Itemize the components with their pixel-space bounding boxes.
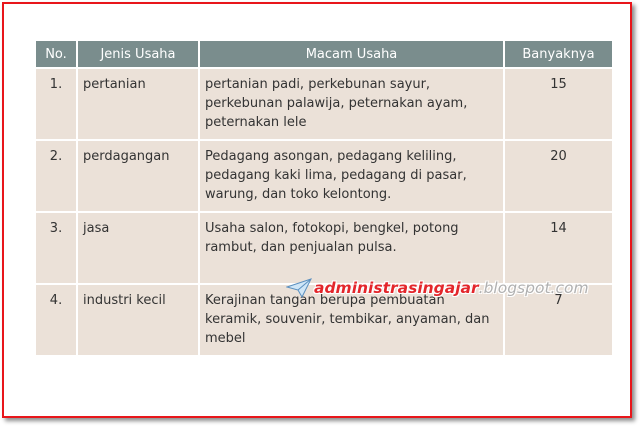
cell-jenis: pertanian [78,69,198,139]
table-row [36,141,612,211]
watermark-name: administrasingajar [314,279,479,297]
watermark [286,278,589,298]
header-no: No. [36,41,76,67]
cell-macam: Kerajinan tangan berupa pembuatan keramik, souvenir, tembikar, anyaman, dan mebel [200,285,503,355]
business-table [34,39,614,357]
table-row [36,69,612,139]
cell-jenis: industri kecil [78,285,198,355]
cell-banyak: 14 [505,213,612,283]
cell-macam: Pedagang asongan, pedagang keliling, pedagang kaki lima, pedagang di pasar, warung, dan toko kelontong. [200,141,503,211]
cell-no: 1. [36,69,76,139]
watermark-suffix: .blogspot.com [478,279,589,297]
image-frame [2,2,632,418]
cell-no: 3. [36,213,76,283]
cell-banyak: 15 [505,69,612,139]
cell-no: 2. [36,141,76,211]
cell-no: 4. [36,285,76,355]
header-banyaknya: Banyaknya [505,41,612,67]
cell-banyak: 20 [505,141,612,211]
table-row [36,213,612,283]
cell-macam: pertanian padi, perkebunan sayur, perkebunan palawija, peternakan ayam, peternakan lele [200,69,503,139]
paper-plane-icon [286,278,312,298]
cell-jenis: jasa [78,213,198,283]
cell-banyak: 7 [505,285,612,355]
header-row [36,41,612,67]
header-jenis-usaha: Jenis Usaha [78,41,198,67]
header-macam-usaha: Macam Usaha [200,41,503,67]
cell-jenis: perdagangan [78,141,198,211]
cell-macam: Usaha salon, fotokopi, bengkel, potong rambut, dan penjualan pulsa. [200,213,503,283]
